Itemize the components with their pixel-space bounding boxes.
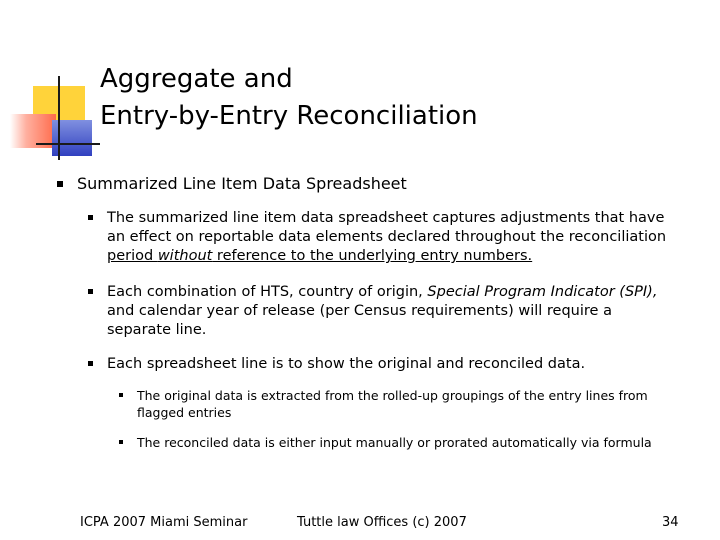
bullet-marker <box>119 440 123 444</box>
bullet-marker <box>119 393 123 397</box>
bullet-marker <box>88 361 93 366</box>
sub-bullet-text: period <box>107 248 158 264</box>
sub-sub-bullet-original-data <box>137 387 677 421</box>
bullet-summarized-spreadsheet: Summarized Line Item Data Spreadsheet <box>77 174 407 193</box>
bullet-marker <box>88 215 93 220</box>
footer-copyright: Tuttle law Offices (c) 2007 <box>297 515 467 530</box>
sub-bullet-text: Each combination of HTS, country of origin, <box>107 284 428 300</box>
sub-bullet-line: separate line. <box>107 322 207 338</box>
title-decoration-horizontal-line <box>36 143 100 145</box>
sub-sub-bullet-line: The original data is extracted from the rolled-up groupings of the entry lines from <box>137 388 648 403</box>
slide-title-line1: Aggregate and <box>100 64 293 94</box>
sub-sub-bullet-reconciled-data: The reconciled data is either input manually or prorated automatically via formula <box>137 435 652 450</box>
sub-bullet-combination <box>107 283 667 340</box>
sub-bullet-line: and calendar year of release (per Census requirements) will require a <box>107 303 612 319</box>
bullet-marker <box>57 181 63 187</box>
sub-bullet-spreadsheet-line: Each spreadsheet line is to show the original and reconciled data. <box>107 356 586 372</box>
sub-bullet-captures-adjustments <box>107 209 667 266</box>
sub-bullet-line: The summarized line item data spreadsheet captures adjustments that have <box>107 210 665 226</box>
emphasis-without: without <box>157 248 213 264</box>
sub-bullet-text: reference to the underlying entry numbers. <box>212 248 533 264</box>
title-decoration-vertical-line <box>58 76 60 160</box>
footer-seminar: ICPA 2007 Miami Seminar <box>80 515 248 530</box>
slide-title <box>100 61 660 135</box>
sub-bullet-line <box>107 283 667 302</box>
sub-sub-bullet-line: flagged entries <box>137 405 232 420</box>
emphasis-spi: Special Program Indicator (SPI), <box>427 284 658 300</box>
slide-title-line2: Entry-by-Entry Reconciliation <box>100 101 478 131</box>
sub-bullet-line <box>107 247 667 266</box>
page-number: 34 <box>662 515 679 530</box>
sub-bullet-line: an effect on reportable data elements declared throughout the reconciliation <box>107 229 667 245</box>
bullet-marker <box>88 289 93 294</box>
